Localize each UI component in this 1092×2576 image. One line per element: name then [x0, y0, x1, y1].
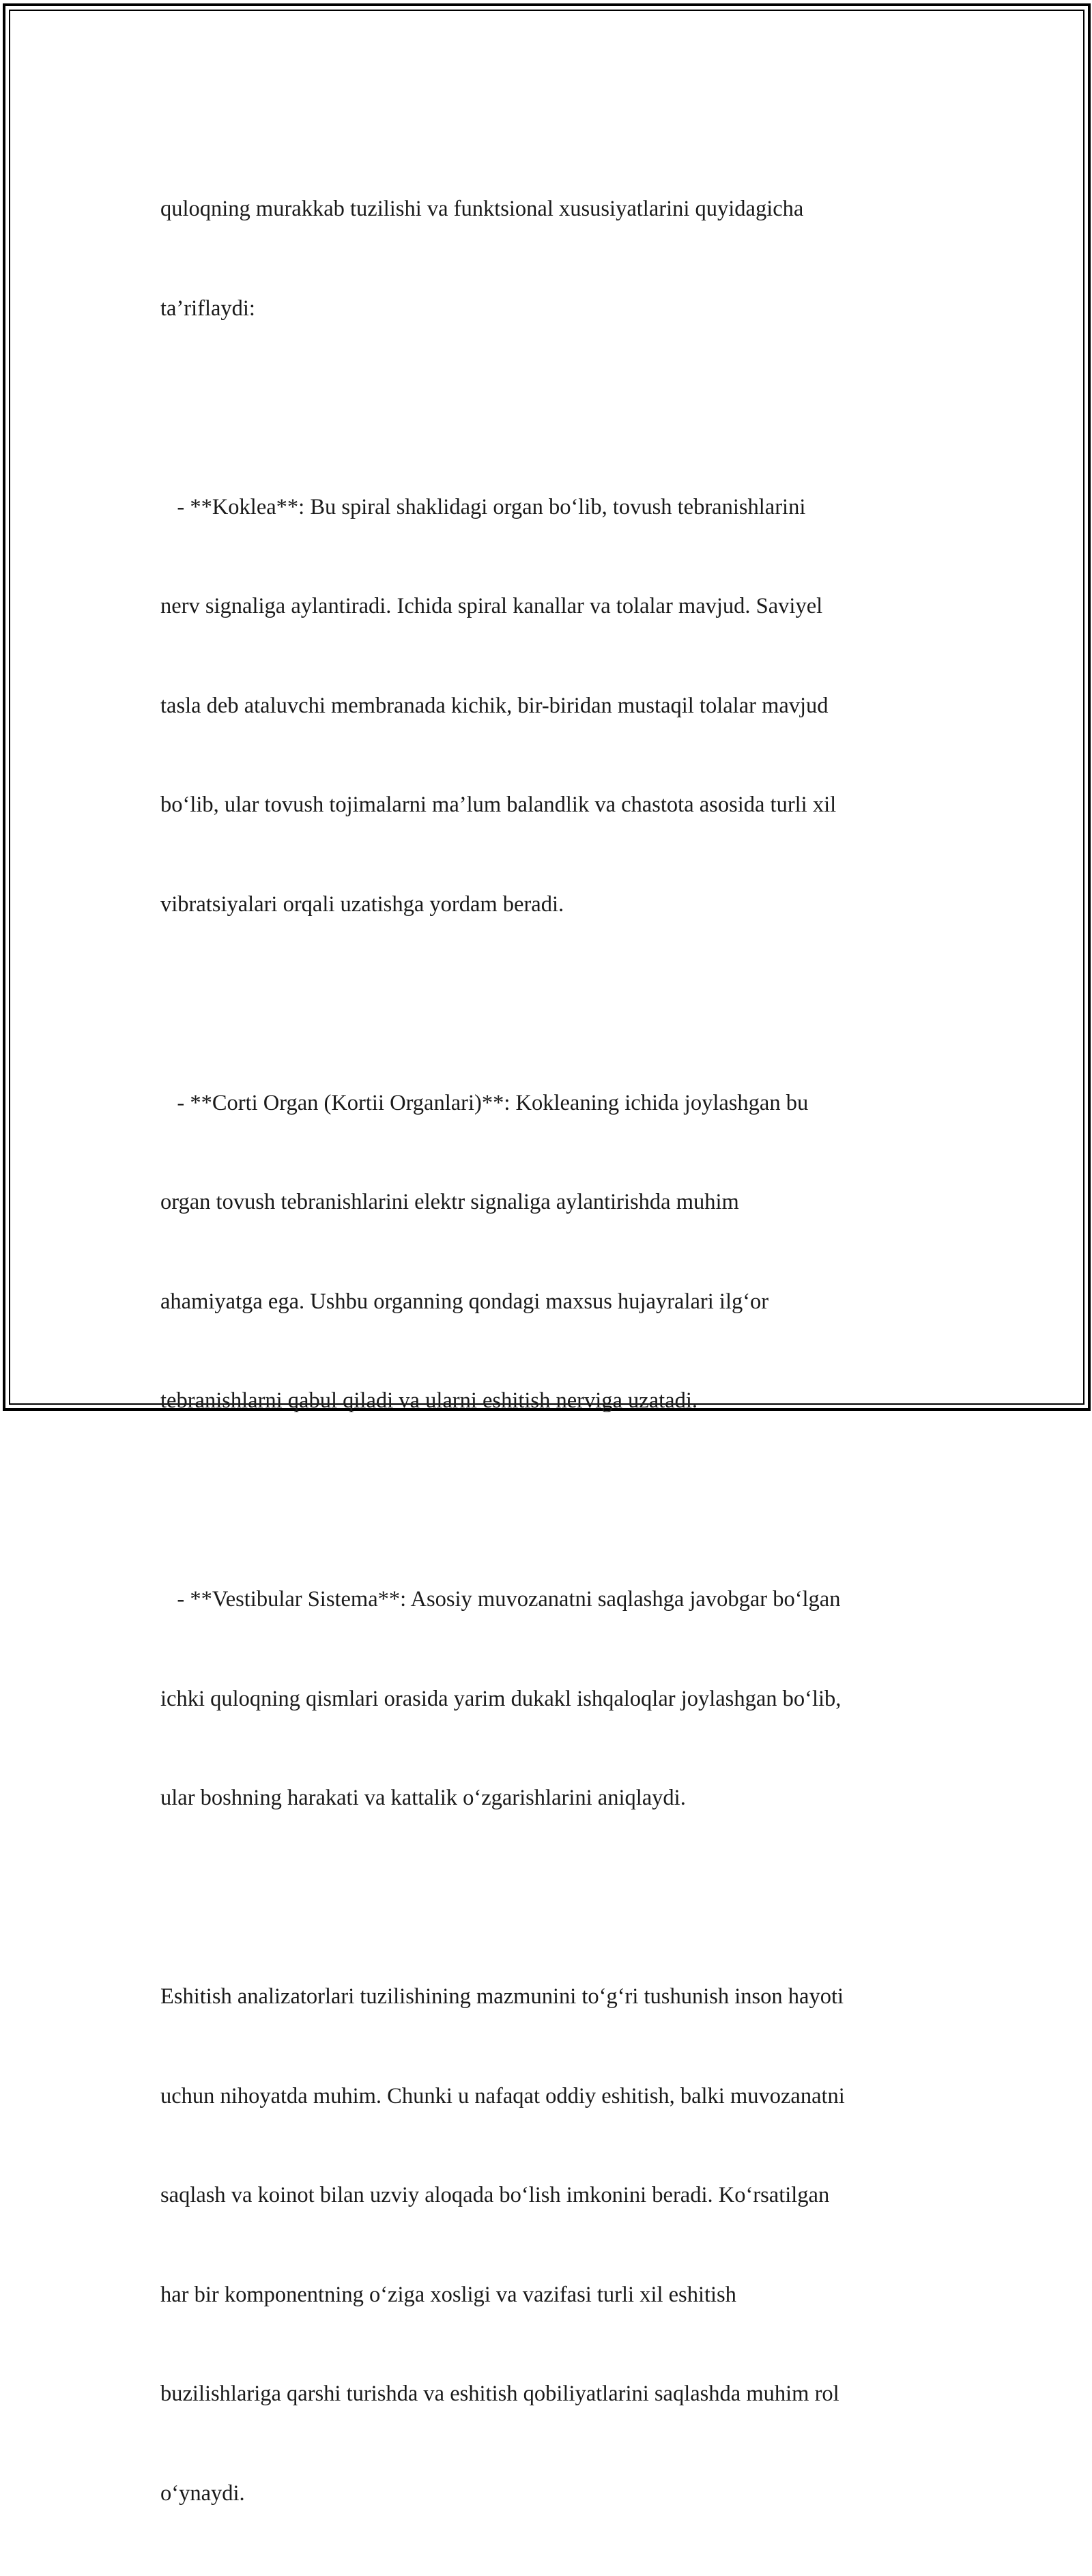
paragraph-conclusion	[160, 1914, 945, 2576]
paragraph-koklea	[160, 425, 945, 988]
text-line: ta’riflaydi:	[160, 296, 255, 321]
text-line: bo‘lib, ular tovush tojimalarni ma’lum balandlik va chastota asosida turli xil	[160, 792, 837, 817]
text-line: ular boshning harakati va kattalik o‘zgarishlarini aniqlaydi.	[160, 1786, 686, 1810]
text-line: har bir komponentning o‘ziga xosligi va vazifasi turli xil eshitish	[160, 2282, 736, 2307]
text-line: - **Corti Organ (Kortii Organlari)**: Kokleaning ichida joylashgan bu	[160, 1090, 809, 1115]
text-line: ahamiyatga ega. Ushbu organning qondagi maxsus hujayralari ilg‘or	[160, 1289, 769, 1314]
text-line: vibratsiyalari orqali uzatishga yordam beradi.	[160, 891, 564, 917]
text-line: organ tovush tebranishlarini elektr signaliga aylantirishda muhim	[160, 1190, 739, 1214]
text-line: - **Vestibular Sistema**: Asosiy muvozanatni saqlashga javobgar bo‘lgan	[160, 1587, 841, 1612]
document-body	[160, 126, 945, 2576]
text-line: - **Koklea**: Bu spiral shaklidagi organ bo‘lib, tovush tebranishlarini	[160, 494, 806, 519]
text-line: o‘ynaydi.	[160, 2480, 245, 2506]
text-line: tebranishlarni qabul qiladi va ularni eshitish nerviga uzatadi.	[160, 1388, 698, 1413]
paragraph-corti-organ	[160, 1020, 945, 1484]
text-line: buzilishlariga qarshi turishda va eshitish qobiliyatlarini saqlashda muhim rol	[160, 2381, 839, 2406]
text-line: uchun nihoyatda muhim. Chunki u nafaqat oddiy eshitish, balki muvozanatni	[160, 2083, 845, 2108]
paragraph-vestibular	[160, 1517, 945, 1881]
text-line: ichki quloqning qismlari orasida yarim dukakl ishqaloqlar joylashgan bo‘lib,	[160, 1686, 842, 1711]
text-line: nerv signaliga aylantiradi. Ichida spiral kanallar va tolalar mavjud. Saviyel	[160, 594, 823, 618]
text-line: saqlash va koinot bilan uzviy aloqada bo‘lish imkonini beradi. Ko‘rsatilgan	[160, 2183, 830, 2207]
text-line: quloqning murakkab tuzilishi va funktsional xususiyatlarini quyidagicha	[160, 197, 804, 221]
text-line: tasla deb ataluvchi membranada kichik, bir-biridan mustaqil tolalar mavjud	[160, 693, 829, 718]
text-line: Eshitish analizatorlari tuzilishining mazmunini to‘g‘ri tushunish inson hayoti	[160, 1984, 844, 2009]
paragraph-intro	[160, 126, 945, 391]
